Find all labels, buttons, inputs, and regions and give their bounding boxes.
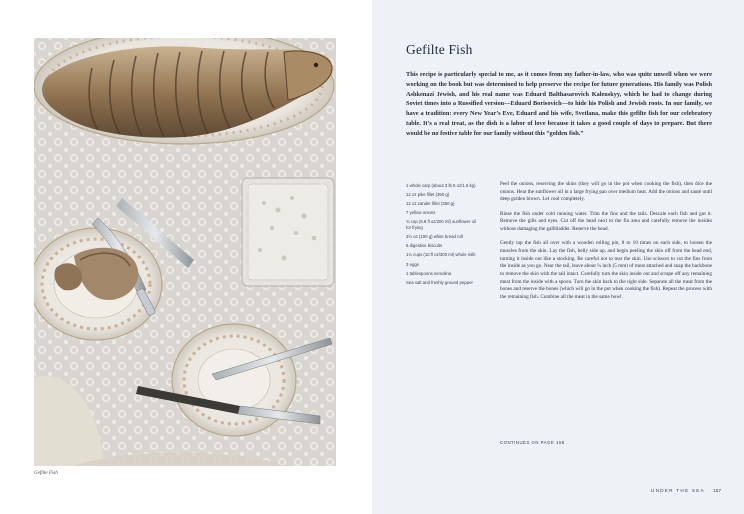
recipe-title: Gefilte Fish [406, 42, 473, 57]
recipe-intro: This recipe is particularly special to me, as it comes from my father-in-law, who was quite unwell when we were working on the book but was determined to help preserve the recipe for future generations. His family was Polish Ashkenazi Jewish, and his real name was Eduard Balthasarovich Kalenskyy, which he had to change during Soviet times into a Russified version—Eduard Borisovich—to hide his Polish and Jewish roots. In our family, we have a tradition: every New Year’s Eve, Eduard and his wife, Svetlana, make this gefilte fish for our celebratory table. It’s a real treat, as the dish is a labor of love because it takes a good couple of days to prepare. But there would be no festive table for our family without this “golden fish.” [406, 71, 712, 137]
ingredient-item: 1¼ cups (10 fl oz/300 ml) whole milk [406, 252, 476, 258]
method-step: Rinse the fish under cold running water. Trim the fins and the tails. Descale each fish and gut it. Remove the gills and eyes. Cut off the head next to the fin area and carefully remove the insides without damaging the gallbladder. Reserve the head. [500, 210, 712, 233]
ingredient-item: 3½ oz (100 g) white bread roll [406, 234, 463, 240]
ingredient-item: Sea salt and freshly ground pepper [406, 279, 473, 285]
ingredient-item: 1 tablespoons semolina [406, 270, 452, 276]
method-step: Gently tap the fish all over with a wooden rolling pin, 8 to 10 times on each side, to loosen the muscles from the skin. Lay the fish, belly side up, and begin peeling the skin off from the head end, turning it inside out like a stocking. Be careful not to tear the skin. Use scissors to cut the fins from the inside as you go. Near the tail, leave about ¼ inch (5 mm) of meat attached and snap the backbone to remove the skin with the tail intact. Carefully turn the skin inside out and scrape off any remaining meat from the inside with a spoon. Turn the skin back to the right side. Separate all the meat from the bones and reserve the bones (which will go in the pot when cooking the fish). Repeat the process with the remaining fish. Combine all the meat in the same bowl. [500, 240, 712, 301]
method-steps [500, 181, 712, 308]
ingredient-item: 7 yellow onions [406, 210, 436, 216]
continues-note: CONTINUES ON PAGE 158 [500, 440, 565, 445]
ingredient-item: 12 oz pike fillet (350 g) [406, 192, 450, 198]
fish-platter-photo [34, 38, 336, 466]
ingredient-item: 12 oz zander fillet (350 g) [406, 201, 455, 207]
ingredient-item: ¾ cup (6.8 fl oz/200 ml) sunflower oil for frying [406, 219, 476, 231]
photo-illustration [34, 38, 336, 466]
ingredient-item: 1 whole carp (about 3 lb 5 oz/1.5 kg) [406, 183, 476, 188]
ingredient-item: 3 eggs [406, 261, 419, 267]
page-number: 157 [713, 488, 721, 493]
ingredient-list [406, 183, 478, 289]
method-step: Peel the onions, reserving the skins (they will go in the pot when cooking the fish), then dice the onions. Heat the sunflower oil in a large frying pan over medium heat. Add the onions and sauté until deep golden brown. Let cool completely. [500, 181, 712, 203]
page-footer [651, 488, 721, 493]
ingredient-item: 5 digestive biscuits [406, 243, 443, 249]
section-name: UNDER THE SEA [650, 488, 706, 493]
photo-caption: Gefilte Fish [34, 471, 58, 476]
